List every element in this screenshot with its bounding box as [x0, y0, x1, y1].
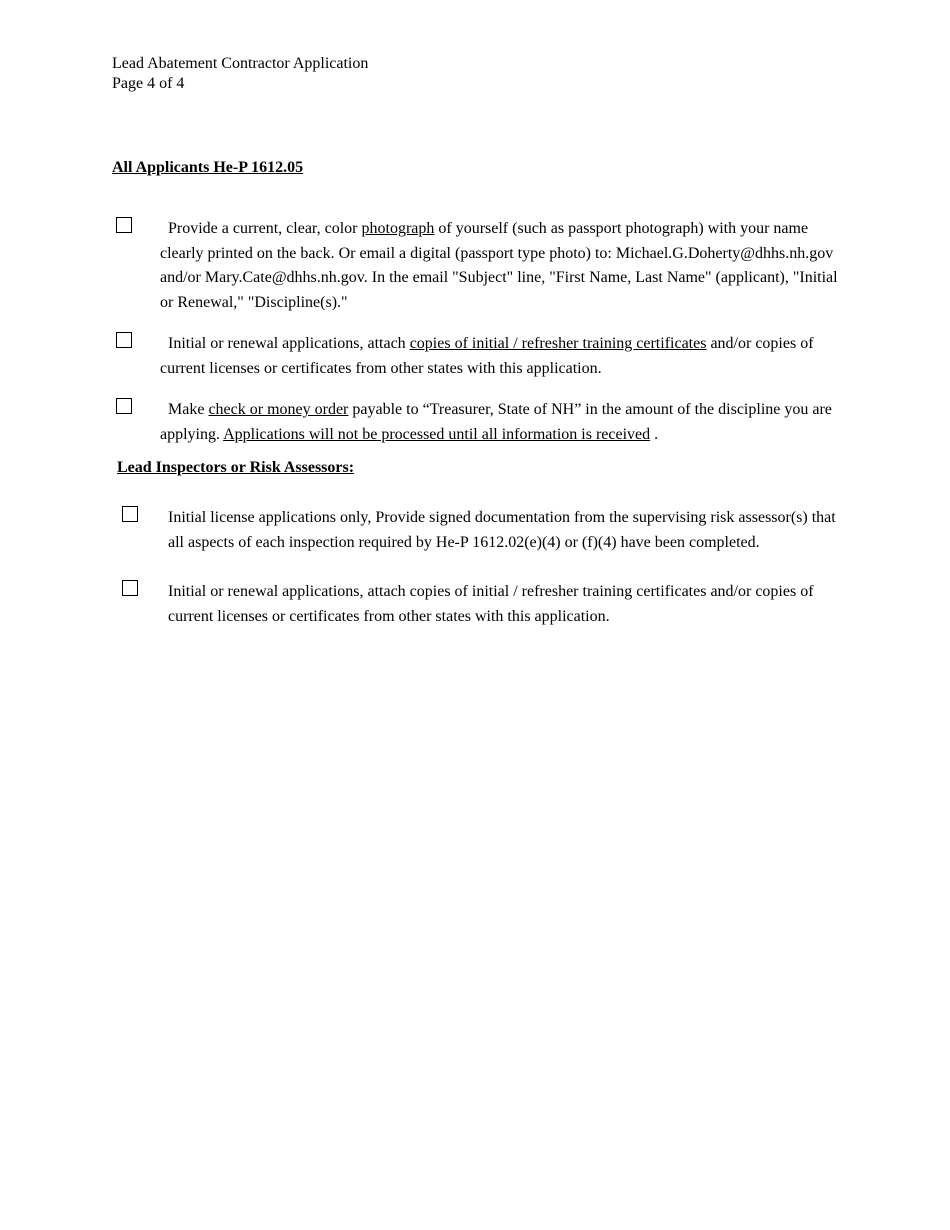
inspector-certificates-checkbox[interactable]	[122, 580, 138, 596]
photograph-link: photograph	[361, 220, 435, 237]
signed-documentation-text: Initial license applications only, Provide signed documentation from the supervising risk assessor(s) that all aspects of each inspection required by He-P 1612.02(e)(4) or (f)(4) have been completed.	[168, 509, 836, 551]
page-header	[112, 54, 368, 94]
training-certificates-checkbox[interactable]	[116, 332, 132, 348]
training-certificates-text: Initial or renewal applications, attach copies of initial / refresher training certificates and/or copies of current licenses or certificates from other states with this application.	[160, 335, 814, 377]
section-title-inspectors: Lead Inspectors or Risk Assessors:	[117, 459, 355, 476]
photograph-text: Provide a current, clear, color photograph of yourself (such as passport photograph) with your name clearly printed on the back. Or email a digital (passport type photo) to: Michael.G.Doherty@dhhs.nh.gov and/or Mary.Cate@dhhs.nh.gov. In the email "Subject" line, "First Name, Last Name" (applicant), "Initial or Renewal," "Discipline(s)."	[160, 220, 838, 311]
payment-checkbox[interactable]	[116, 398, 132, 414]
signed-documentation-checkbox[interactable]	[122, 506, 138, 522]
payment-text: Make check or money order payable to “Treasurer, State of NH” in the amount of the discipline you are applying. Applications will not be processed until all information is received .	[160, 401, 832, 443]
inspector-certificates-text: Initial or renewal applications, attach copies of initial / refresher training certificates and/or copies of current licenses or certificates from other states with this application.	[168, 583, 814, 625]
document-title: Lead Abatement Contractor Application	[112, 55, 369, 72]
page-number: Page 4 of 4	[112, 75, 185, 92]
photograph-checkbox[interactable]	[116, 217, 132, 233]
section-title-all-applicants: All Applicants He-P 1612.05	[112, 159, 304, 176]
